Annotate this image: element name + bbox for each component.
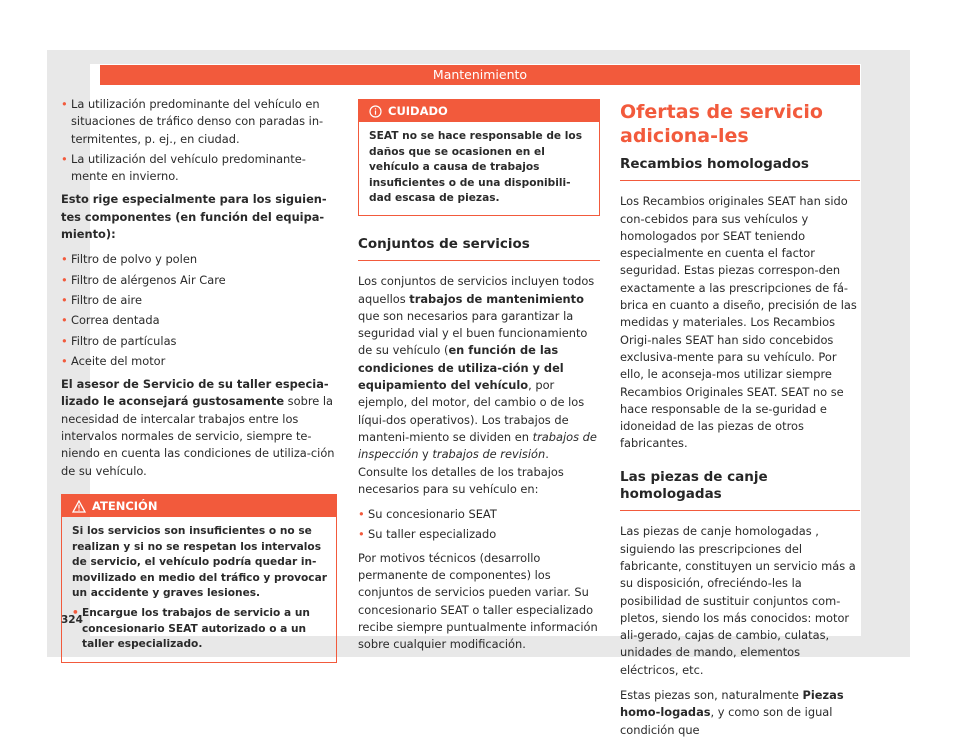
list-item: • La utilización predominante del vehículo en situaciones de tráfico denso con paradas in-termitentes, p. ej., en ciudad. — [61, 96, 337, 148]
list-item: • Filtro de alérgenos Air Care — [61, 272, 337, 289]
main-section-title: Ofertas de servicio adiciona-les — [620, 101, 823, 147]
advisor-paragraph — [61, 376, 337, 480]
text-span: Piezas homo-logadas — [620, 688, 844, 720]
page-number: 324 — [61, 614, 83, 626]
list-item: • Filtro de polvo y polen — [61, 251, 337, 268]
list-item: • Su concesionario SEAT — [358, 506, 600, 523]
usage-conditions-list — [61, 96, 337, 185]
warning-list — [72, 606, 328, 653]
text-span: Estas piezas son, naturalmente — [620, 688, 803, 703]
caution-text: SEAT no se hace responsable de los daños que se ocasionen en el vehículo a causa de trabajos insuficientes o de una disponibili-dad escasa de piezas. — [369, 130, 583, 205]
advisor-bold-text: El asesor de Servicio de su taller especia-lizado le aconsejará gustosamente — [61, 377, 329, 409]
text-span: . Consulte los detalles de los trabajos necesarios para su vehículo en: — [358, 447, 564, 496]
caution-box — [358, 99, 600, 216]
list-item: • La utilización del vehículo predominante-mente en invierno. — [61, 151, 337, 186]
caution-box-header — [359, 100, 599, 122]
text-span: trabajos de inspección — [358, 429, 597, 462]
text-span: , y como son de igual condición que — [620, 705, 833, 737]
service-sets-paragraph — [358, 273, 600, 498]
list-item: • Aceite del motor — [61, 353, 337, 370]
caution-title: CUIDADO — [388, 104, 448, 118]
components-heading: Esto rige especialmente para los siguien-tes componentes (en función del equipa-miento): — [61, 192, 327, 242]
list-item: • Filtro de aire — [61, 292, 337, 309]
list-item: • Encargue los trabajos de servicio a un concesionario SEAT autorizado o a un taller especializado. — [72, 606, 328, 653]
service-places-list — [358, 506, 600, 544]
list-item: • Su taller especializado — [358, 526, 600, 543]
caution-box-body — [359, 122, 599, 215]
text-span: en función de las condiciones de utiliza-ción y del equipamiento del vehículo — [358, 343, 564, 393]
components-list — [61, 251, 337, 370]
column-middle — [358, 96, 600, 662]
warning-box-body — [62, 517, 336, 662]
subheading-exchange-parts: Las piezas de canje homologadas — [620, 469, 860, 512]
homologated-parts-paragraph — [620, 687, 860, 739]
chapter-header: Mantenimiento — [100, 65, 860, 85]
column-right — [620, 96, 860, 747]
warning-text: Si los servicios son insuficientes o no se realizan y si no se respetan los intervalos de servicio, el vehículo podría quedar in-movilizado en medio del tráfico y provocar un accidente y graves lesiones. — [72, 524, 327, 600]
info-circle-icon — [369, 105, 382, 118]
warning-box-header — [62, 495, 336, 517]
text-span: trabajos de revisión — [432, 447, 546, 462]
text-span: , por ejemplo, del motor, del cambio o de los líqui-dos operativos). Los trabajos de manteni-miento se dividen en — [358, 378, 585, 444]
text-span: que son necesarios para garantizar la seguridad vial y el buen funcionamiento de su vehículo ( — [358, 308, 588, 358]
text-span: trabajos de mantenimiento — [409, 291, 584, 306]
text-span: Los conjuntos de servicios incluyen todos aquellos — [358, 274, 595, 306]
subheading-original-parts: Recambios homologados — [620, 156, 860, 181]
original-parts-paragraph: Los Recambios originales SEAT han sido con-cebidos para sus vehículos y homologados por SEAT teniendo especialmente en cuenta el factor seguridad. Estas piezas correspon-den exactamente a las prescripciones de fá-brica en cuanto a diseño, precisión de las medidas y materiales. Los Recambios Origi-nales SEAT han sido concebidos exclusiva-mente para su vehículo. Por ello, le aconseja-mos utilizar siempre Recambios Originales SEAT. SEAT no se hace responsable de la se-guridad e idoneidad de las piezas de otros fabricantes. — [620, 194, 857, 451]
warning-box — [61, 494, 337, 663]
text-span: y — [418, 447, 433, 462]
list-item: • Filtro de partículas — [61, 333, 337, 350]
section-heading-service-sets: Conjuntos de servicios — [358, 236, 600, 261]
column-left — [61, 96, 337, 663]
warning-triangle-icon — [72, 500, 86, 513]
warning-title: ATENCIÓN — [92, 498, 158, 513]
list-item: • Correa dentada — [61, 312, 337, 329]
modifications-paragraph: Por motivos técnicos (desarrollo permanente de componentes) los conjuntos de servicios pueden variar. Su concesionario SEAT o taller especializado recibe siempre puntualmente información sobre cualquier modificación. — [358, 550, 598, 652]
exchange-parts-paragraph: Las piezas de canje homologadas , siguiendo las prescripciones del fabricante, constituyen un servicio más a su disposición, ofreciéndo-les la posibilidad de sustituir conjuntos com-pletos, siendo los más conocidos: motor ali-gerado, cajas de cambio, culatas, unidades de mando, elementos eléctricos, etc. — [620, 524, 856, 677]
advisor-text: sobre la necesidad de intercalar trabajos entre los intervalos normales de servicio, siempre te-niendo en cuenta las condiciones de utiliza-ción de su vehículo. — [61, 394, 335, 478]
